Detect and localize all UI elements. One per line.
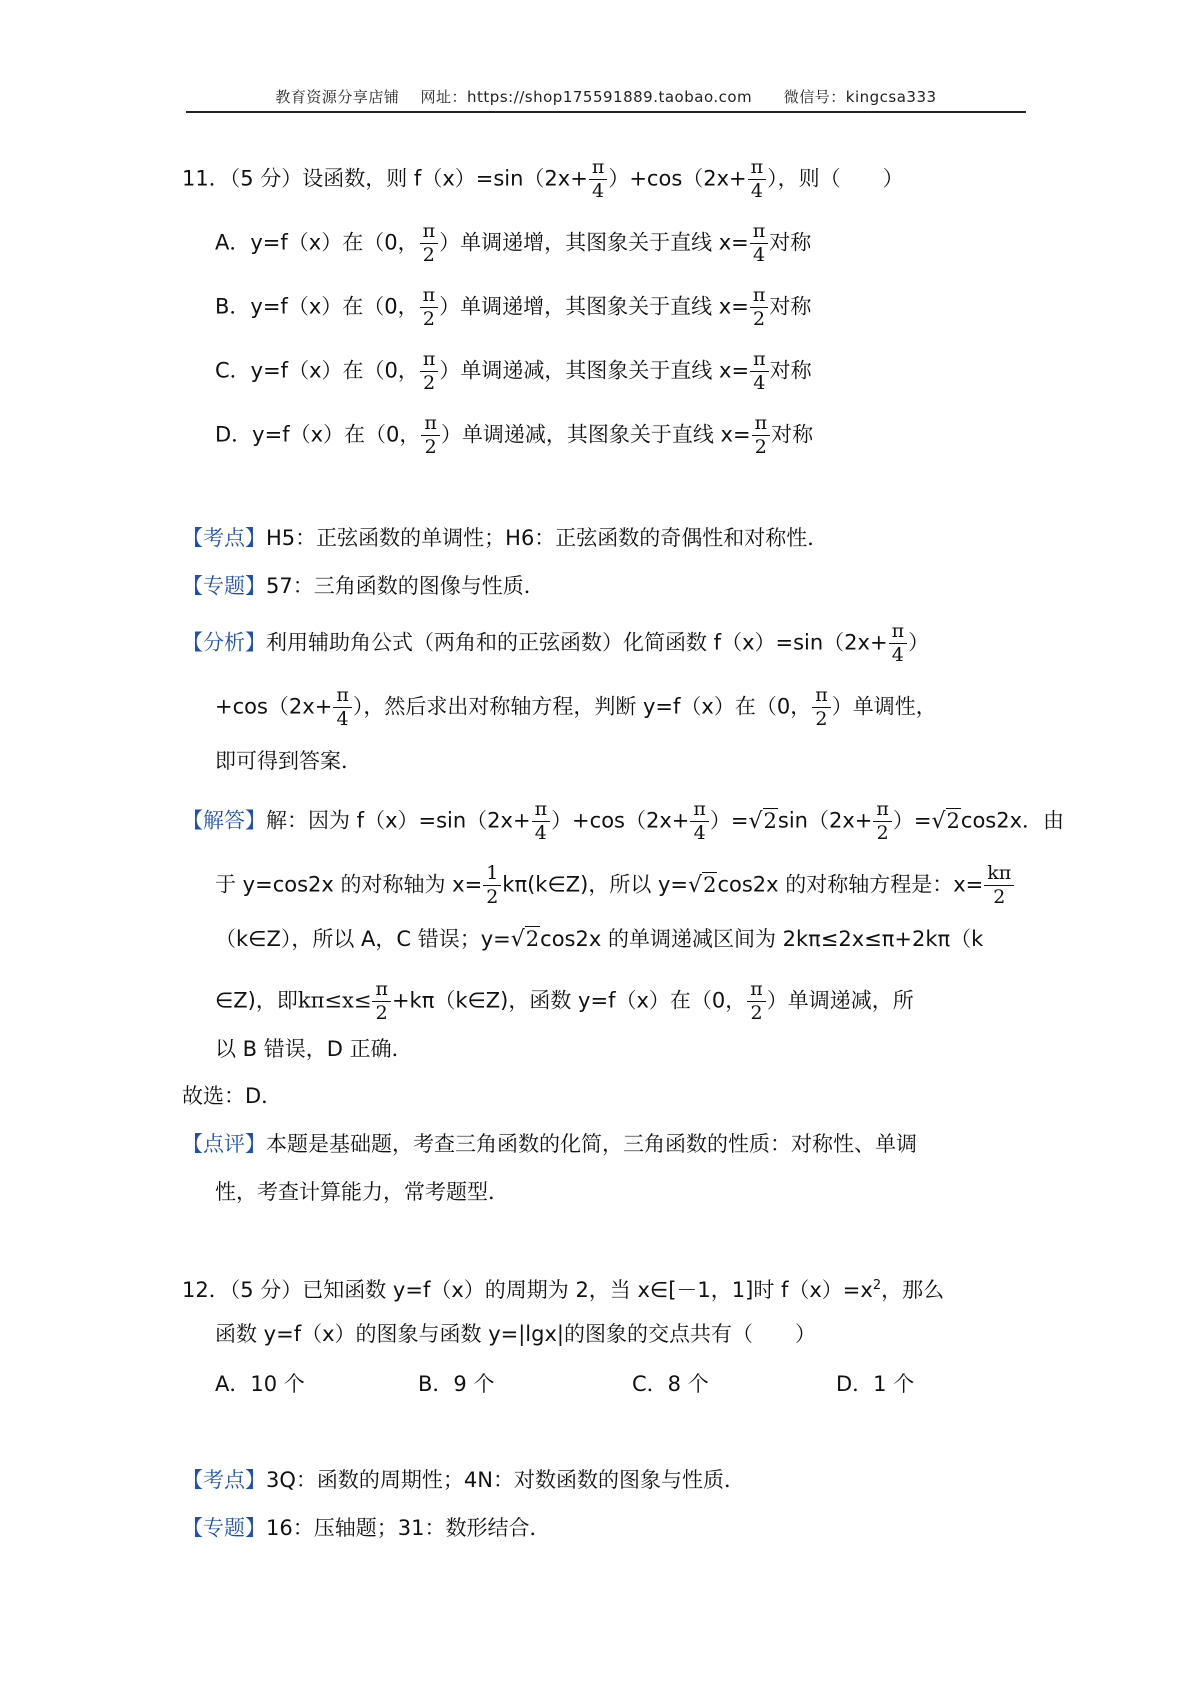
q11-jieda-line-5: 以 B 错误，D 正确． <box>215 1037 413 1061</box>
q11-dianping-line-2: 性，考查计算能力，常考题型． <box>215 1180 509 1204</box>
fraction: $\frac{\pi}{4}$ <box>748 158 767 201</box>
q12-option-a: A．10 个 <box>215 1372 305 1396</box>
q11-fenxi-line-2: +cos（2x+ $\frac{\pi}{4}$ ），然后求出对称轴方程，判断 y=f（x）在（0， $\frac{\pi}{2}$ ）单调性， <box>215 684 937 730</box>
sqrt-symbol: √2 <box>748 808 777 834</box>
q11-fenxi-line-1: 【分析】利用辅助角公式（两角和的正弦函数）化简函数 f（x）=sin（2x+ $\frac{\pi}{4}$ ） <box>182 620 930 666</box>
q12-stem-line-1: 12．（5 分）已知函数 y=f（x）的周期为 2，当 x∈[－1，1]时 $f(x)=x^2$，那么 <box>182 1278 945 1302</box>
site-url[interactable]: https://shop175591889.taobao.com <box>467 88 753 106</box>
fraction: $\frac{\pi}{2}$ <box>420 222 439 265</box>
q11-jieda-line-4: ∈Z)，即kπ≤x≤ $\frac{\pi}{2}$ +kπ（k∈Z)，函数 y=f（x）在（0， $\frac{\pi}{2}$ ）单调递减，所 <box>215 978 914 1024</box>
fraction: $\frac{\pi}{2}$ <box>372 980 391 1023</box>
q11-kaodian: 【考点】H5：正弦函数的单调性；H6：正弦函数的奇偶性和对称性． <box>182 526 829 550</box>
q11-fenxi-line-3: 即可得到答案． <box>215 749 362 773</box>
wechat-label: 微信号： <box>783 88 846 106</box>
q11-zhuanti: 【专题】57：三角函数的图像与性质． <box>182 574 545 598</box>
fraction: $\frac{\pi}{4}$ <box>532 800 551 843</box>
fraction: $\frac{1}{2}$ <box>483 864 501 907</box>
fraction: $\frac{\pi}{2}$ <box>812 686 831 729</box>
zhuanti-tag: 【专题】 <box>182 1516 266 1540</box>
q11-option-d: D．y=f（x）在（0， $\frac{\pi}{2}$ ）单调递减，其图象关于直线 x= $\frac{\pi}{2}$ 对称 <box>215 412 814 458</box>
q12-kaodian: 【考点】3Q：函数的周期性；4N：对数函数的图象与性质． <box>182 1468 745 1492</box>
wechat-id: kingcsa333 <box>845 88 937 106</box>
fraction: $\frac{\pi}{2}$ <box>420 286 439 329</box>
fraction: $\frac{\pi}{4}$ <box>589 158 608 201</box>
q12-option-c: C．8 个 <box>632 1372 709 1396</box>
fraction: $\frac{\pi}{4}$ <box>889 622 908 665</box>
shop-name: 教育资源分享店铺 <box>275 88 400 106</box>
sqrt-symbol: √2 <box>931 808 960 834</box>
fraction: $\frac{\pi}{2}$ <box>420 350 439 393</box>
q12-zhuanti: 【专题】16：压轴题；31：数形结合． <box>182 1516 551 1540</box>
fraction: $\frac{\pi}{2}$ <box>747 980 766 1023</box>
header-divider <box>186 111 1026 113</box>
q11-stem: 11．（5 分）设函数，则 f（x）=sin（2x+ $\frac{\pi}{4}$ ）+cos（2x+ $\frac{\pi}{4}$ ），则（ ） <box>182 156 904 202</box>
fraction: $\frac{\pi}{2}$ <box>752 414 771 457</box>
sqrt-symbol: √2 <box>688 872 717 898</box>
zhuanti-tag: 【专题】 <box>182 574 266 598</box>
q11-jieda-line-3: （k∈Z），所以 A，C 错误；y=√2cos2x 的单调递减区间为 2kπ≤2x≤π+2kπ（k <box>215 927 984 952</box>
fraction: $\frac{\pi}{2}$ <box>750 286 769 329</box>
q12-option-b: B．9 个 <box>418 1372 495 1396</box>
q11-dianping-line-1: 【点评】本题是基础题，考查三角函数的化简，三角函数的性质：对称性、单调 <box>182 1132 917 1156</box>
fraction: $\frac{\pi}{2}$ <box>421 414 440 457</box>
q12-stem-line-2: 函数 y=f（x）的图象与函数 y=|lgx|的图象的交点共有（ ） <box>215 1322 816 1346</box>
kaodian-tag: 【考点】 <box>182 1468 266 1492</box>
q11-option-b: B．y=f（x）在（0， $\frac{\pi}{2}$ ）单调递增，其图象关于直线 x= $\frac{\pi}{2}$ 对称 <box>215 284 812 330</box>
fraction: $\frac{\pi}{4}$ <box>333 686 352 729</box>
site-label: 网址： <box>420 88 468 106</box>
kaodian-tag: 【考点】 <box>182 526 266 550</box>
q11-option-c: C．y=f（x）在（0， $\frac{\pi}{2}$ ）单调递减，其图象关于直线 x= $\frac{\pi}{4}$ 对称 <box>215 348 812 394</box>
fraction: $\frac{\pi}{2}$ <box>873 800 892 843</box>
fraction: $\frac{\pi}{4}$ <box>690 800 709 843</box>
q12-option-d: D．1 个 <box>836 1372 915 1396</box>
sqrt-symbol: √2 <box>510 927 540 952</box>
fraction: $\frac{k\pi}{2}$ <box>984 864 1014 907</box>
q11-jieda-line-1: 【解答】解：因为 f（x）=sin（2x+ $\frac{\pi}{4}$ ）+cos（2x+ $\frac{\pi}{4}$ ）=√2sin（2x+ $\frac{\pi}{2}$ ）=√2cos2x．由 <box>182 798 1065 844</box>
q11-answer: 故选：D． <box>182 1084 283 1108</box>
fenxi-tag: 【分析】 <box>182 630 266 655</box>
fraction: $\frac{\pi}{4}$ <box>750 350 769 393</box>
q11-option-a: A．y=f（x）在（0， $\frac{\pi}{2}$ ）单调递增，其图象关于直线 x= $\frac{\pi}{4}$ 对称 <box>215 220 812 266</box>
dianping-tag: 【点评】 <box>182 1132 266 1156</box>
fraction: $\frac{\pi}{4}$ <box>750 222 769 265</box>
jieda-tag: 【解答】 <box>182 808 266 833</box>
q11-jieda-line-2: 于 y=cos2x 的对称轴为 x= $\frac{1}{2}$ kπ(k∈Z)，所以 y=√2cos2x 的对称轴方程是：x= $\frac{k\pi}{2}$ <box>215 864 1015 907</box>
page-header <box>186 86 1026 107</box>
